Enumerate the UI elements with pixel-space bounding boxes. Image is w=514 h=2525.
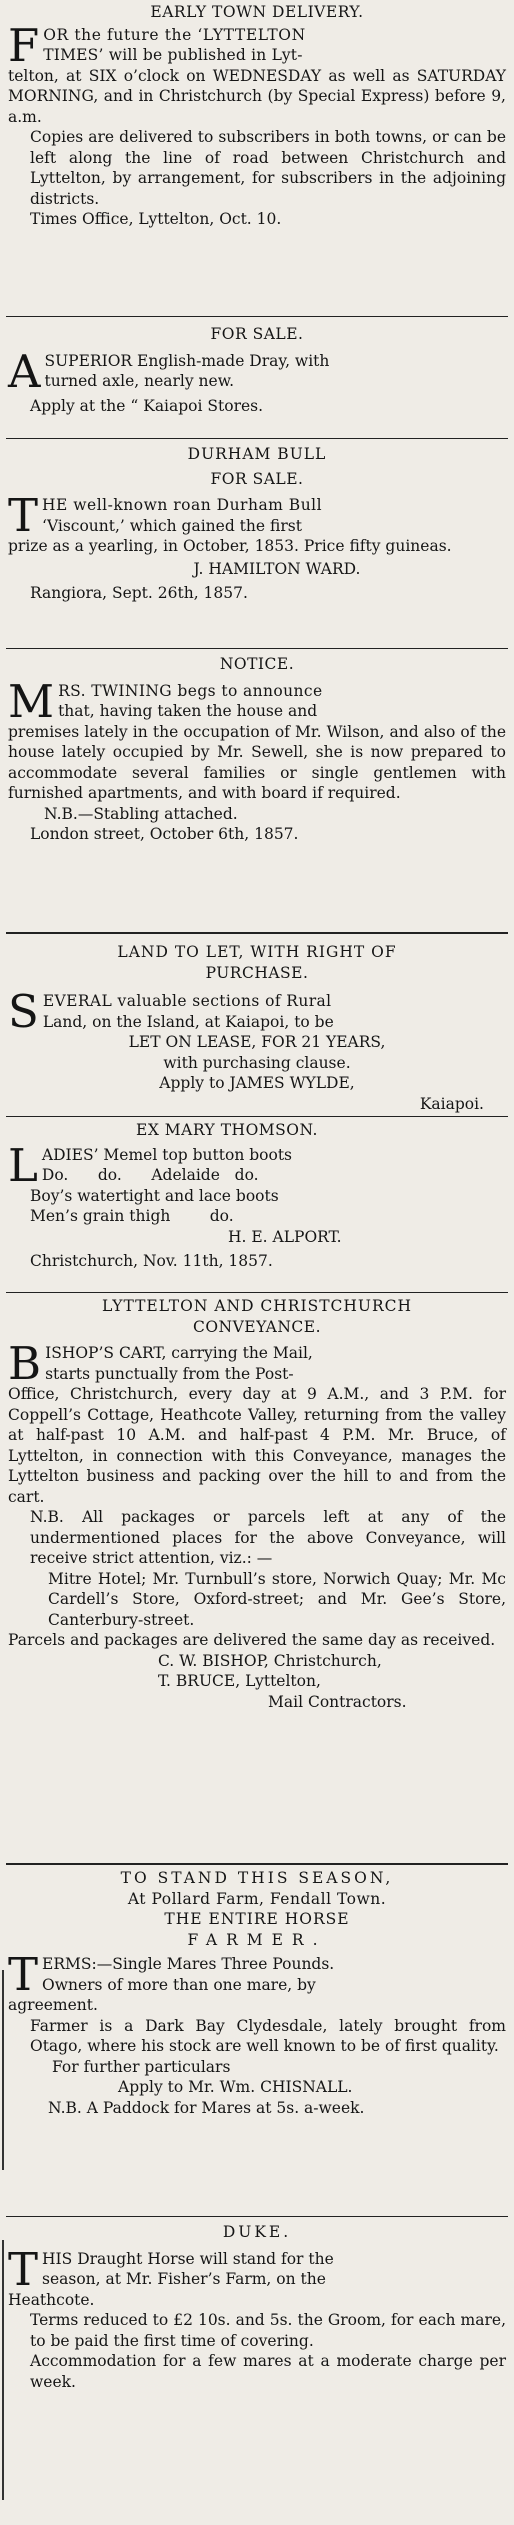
ad-nb: N.B.—Stabling attached. [44,804,238,823]
ad-heading: DURHAM BULL [187,445,327,463]
ad-body: Farmer is a Dark Bay Clydesdale, lately brought from Otago, where his stock are well known to be of first quality. [30,2016,506,2055]
ad-line: turned axle, nearly new. [44,372,235,390]
ad-apply: Apply to Mr. Wm. CHISNALL. [118,2078,353,2096]
ad-line: ERMS:—Single Mares Three Pounds. [42,1955,335,1973]
column-rule [6,2216,508,2217]
ad-heading: LAND TO LET, WITH RIGHT OF [117,943,397,961]
drop-cap: T [8,2242,39,2296]
ad-signature: Times Office, Lyttelton, Oct. 10. [30,210,282,228]
drop-cap: L [8,1138,38,1192]
ad-heading: TO STAND THIS SEASON, [120,1869,394,1887]
ad-signature: C. W. BISHOP, Christchurch, [158,1651,382,1670]
ad-nb: N.B. All packages or parcels left at any of the undermentioned places for the above Conveyance, will receive strict attention, viz.: — [30,1508,506,1567]
margin-rule [2,1970,4,2170]
ad-farmer-horse [8,1868,506,2118]
ad-signature: Christchurch, Nov. 11th, 1857. [30,1252,273,1270]
ad-early-town-delivery [8,2,506,230]
ad-signature: Mail Contractors. [268,1692,407,1711]
ad-durham-bull [8,444,506,604]
ad-body: Parcels and packages are delivered the same day as received. [8,1631,496,1649]
ad-places: Mitre Hotel; Mr. Turnbull’s store, Norwich Quay; Mr. Mc Cardell’s Store, Oxford-street; and Mr. Gee’s Store, Canterbury-street. [48,1569,506,1629]
ad-body: Accommodation for a few mares at a moderate charge per week. [30,2352,506,2391]
ad-line: OR the future the ‘LYTTELTON [43,25,306,44]
column-rule [6,438,508,439]
ad-heading: PURCHASE. [205,963,309,982]
column-rule [6,648,508,649]
ad-subheading: At Pollard Farm, Fendall Town. [127,1889,387,1908]
drop-cap: T [8,489,39,542]
ad-body: Copies are delivered to subscribers in both towns, or can be left along the line of road between Christchurch and Lyttelton, by arrangement, for subscribers in the adjoining districts. [30,128,506,208]
ad-line: RS. TWINING begs to announce [58,681,323,700]
ad-line: ‘Viscount,’ which gained the first [42,516,302,535]
ad-heading: LYTTELTON AND CHRISTCHURCH [101,1297,413,1315]
ad-body: Office, Christchurch, every day at 9 A.M., and 3 P.M. for Coppell’s Cottage, Heathcote Valley, returning from the valley at half-past 10 A.M. and half-past 4 P.M. Mr. Bruce, of Lyttelton, in connection with this Conveyance, manages the Lyttelton business and packing over the hill to and from the cart. [8,1385,506,1506]
column-rule [6,1863,508,1865]
ad-conveyance [8,1296,506,1712]
drop-cap: F [8,18,40,72]
ad-subheading: FOR SALE. [210,469,304,488]
ad-heading: EX MARY THOMSON. [136,1121,318,1139]
ad-line: Men’s grain thigh do. [30,1207,234,1225]
drop-cap: A [8,344,41,398]
ad-line: Land, on the Island, at Kaiapoi, to be [42,1012,334,1031]
ad-signature: Apply at the “ Kaiapoi Stores. [30,396,264,415]
ad-body: For further particulars [52,2057,231,2076]
ad-line: season, at Mr. Fisher’s Farm, on the [42,2270,326,2288]
ad-nb: N.B. A Paddock for Mares at 5s. a-week. [48,2098,365,2117]
ad-line: EVERAL valuable sections of Rural [42,992,332,1010]
ad-heading: NOTICE. [219,655,295,673]
advertiser-name: H. E. ALPORT. [228,1227,342,1246]
ad-apply: Apply to JAMES WYLDE, [159,1074,355,1092]
ad-land-to-let [8,942,506,1114]
ad-body: agreement. [8,1996,98,2014]
ad-line: ADIES’ Memel top button boots [41,1145,293,1164]
ad-heading: FOR SALE. [210,325,304,343]
margin-rule [2,2240,4,2500]
drop-cap: M [8,674,55,728]
ad-line: Boy’s watertight and lace boots [30,1186,279,1205]
ad-line: starts punctually from the Post- [45,1364,294,1383]
ad-line: HE well-known roan Durham Bull [42,496,323,514]
ad-notice-twining [8,654,506,845]
ad-body: with purchasing clause. [163,1053,351,1072]
ad-line: HIS Draught Horse will stand for the [42,2249,334,2268]
ad-place: Kaiapoi. [419,1094,484,1113]
column-rule [6,1116,508,1117]
ad-body: telton, at SIX o’clock on WEDNESDAY as well as SATURDAY MORNING, and in Christchurch (by Special Express) before 9, a.m. [8,66,506,126]
ad-body: prize as a yearling, in October, 1853. Price fifty guineas. [8,537,452,555]
ad-body: Terms reduced to £2 10s. and 5s. the Groom, for each mare, to be paid the first time of covering. [30,2311,506,2350]
advertiser-name: J. HAMILTON WARD. [193,559,361,578]
ad-ex-mary-thomson [8,1120,506,1272]
ad-line: Owners of more than one mare, by [42,1975,316,1994]
ad-body: LET ON LEASE, FOR 21 YEARS, [128,1033,386,1051]
drop-cap: T [8,1948,39,2001]
ad-heading: CONVEYANCE. [192,1317,322,1336]
ad-line: ISHOP’S CART, carrying the Mail, [45,1344,313,1362]
ad-dray-for-sale [8,324,506,416]
column-rule [6,932,508,934]
ad-heading: DUKE. [222,2223,292,2241]
column-rule [6,316,508,317]
column-rule [6,1292,508,1293]
ad-duke-horse [8,2222,506,2392]
ad-signature: Rangiora, Sept. 26th, 1857. [30,584,248,602]
drop-cap: B [8,1337,42,1390]
drop-cap: S [8,985,39,1038]
horse-name: FARMER. [187,1930,327,1949]
ad-signature: T. BRUCE, Lyttelton, [158,1672,321,1690]
ad-line: TIMES’ will be published in Lyt- [43,46,303,64]
ad-body: premises lately in the occupation of Mr. Wilson, and also of the house lately occupied by Mr. Sewell, she is now prepared to accommodate several families or single gentlemen with furnished apartments, and with board if required. [8,722,506,802]
ad-line: Do. do. Adelaide do. [41,1166,259,1184]
ad-signature: London street, October 6th, 1857. [30,825,299,843]
ad-heading: THE ENTIRE HORSE [164,1910,350,1928]
ad-body: Heathcote. [8,2290,95,2309]
ad-heading: EARLY TOWN DELIVERY. [150,3,364,21]
ad-line: SUPERIOR English-made Dray, with [44,351,330,370]
ad-line: that, having taken the house and [58,702,318,720]
